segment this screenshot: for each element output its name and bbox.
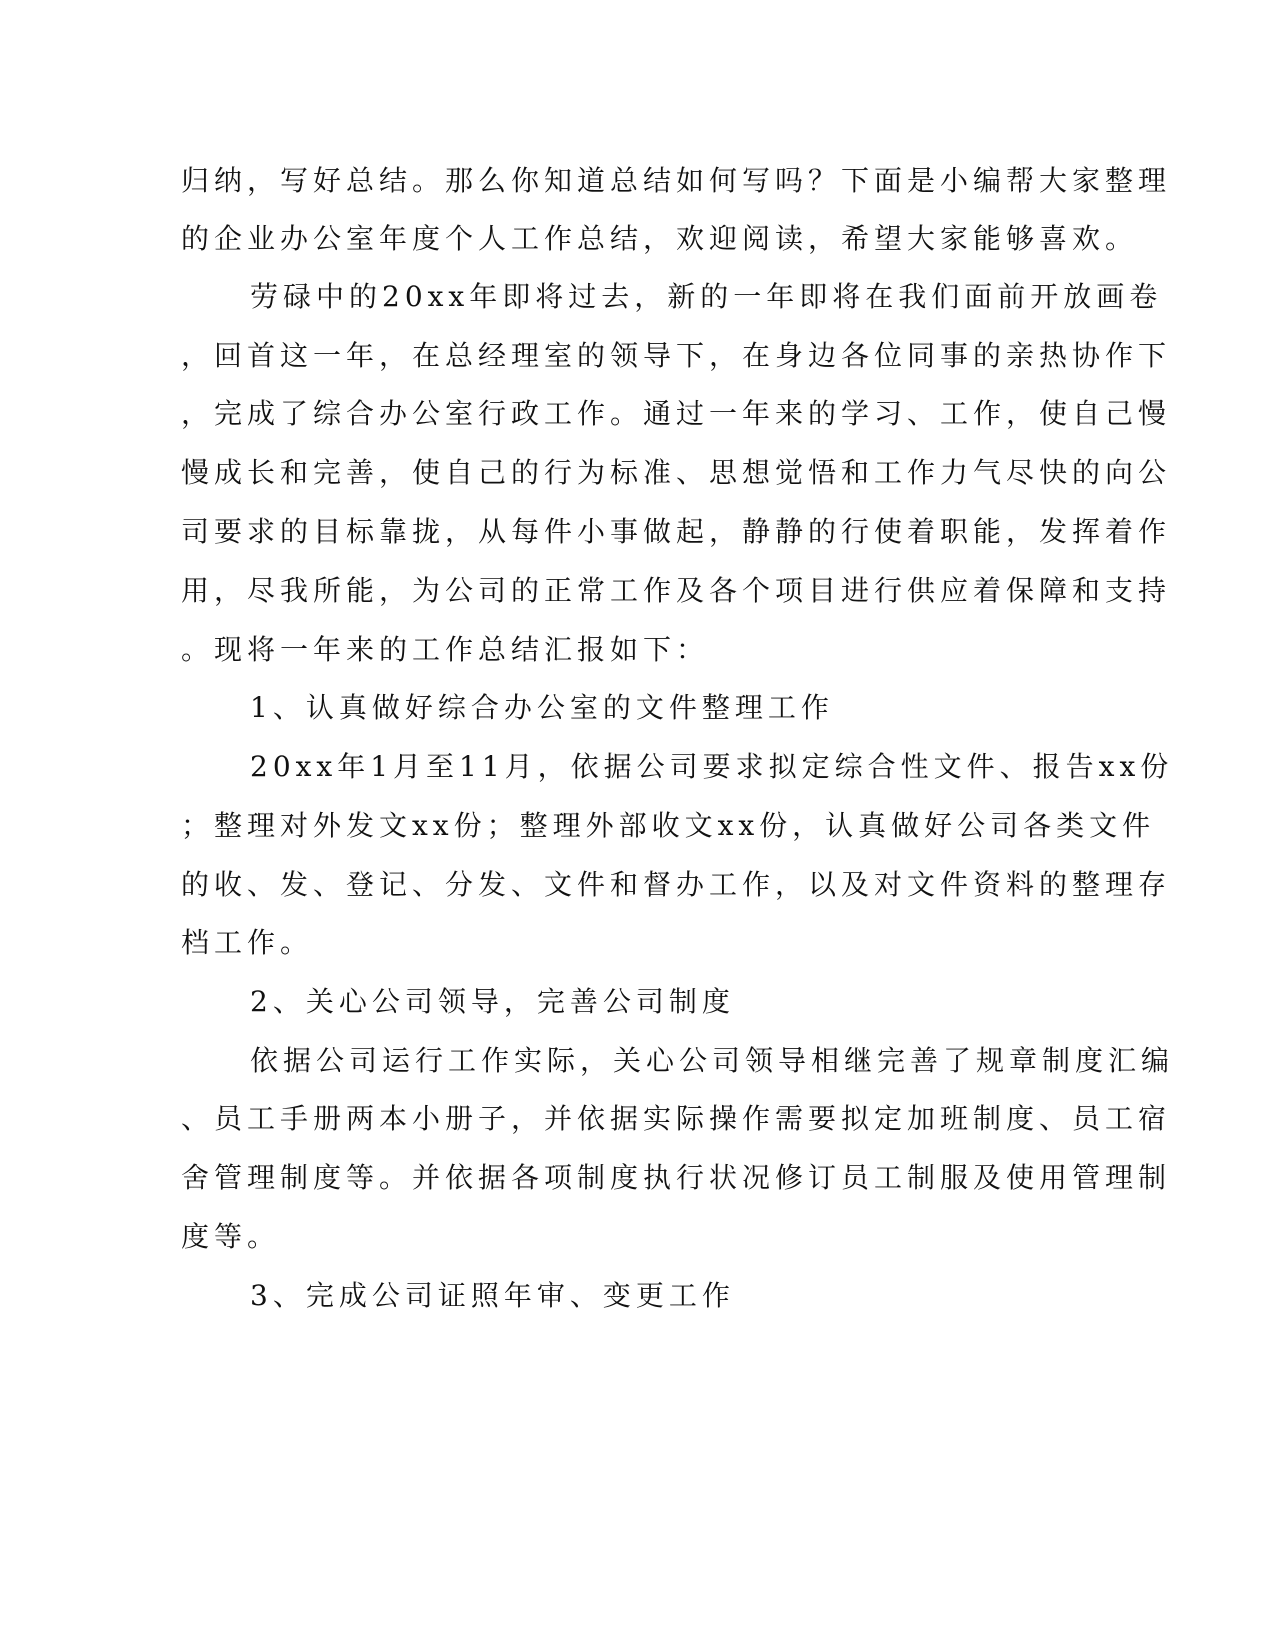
section2-line-4: 度等。	[181, 1220, 281, 1253]
opening-line-5: 司要求的目标靠拢，从每件小事做起，静静的行使着职能，发挥着作	[181, 515, 1172, 548]
opening-line-2: ，回首这一年，在总经理室的领导下，在身边各位同事的亲热协作下	[181, 339, 1172, 372]
section2-heading: 2、关心公司领导，完善公司制度	[250, 985, 735, 1018]
opening-line-3: ，完成了综合办公室行政工作。通过一年来的学习、工作，使自己慢	[181, 397, 1172, 430]
section1-heading: 1、认真做好综合办公室的文件整理工作	[250, 691, 834, 724]
section1-line-2: ；整理对外发文xx份；整理外部收文xx份，认真做好公司各类文件	[181, 809, 1156, 842]
opening-line-4: 慢成长和完善，使自己的行为标准、思想觉悟和工作力气尽快的向公	[181, 456, 1172, 489]
section2-line-1: 依据公司运行工作实际，关心公司领导相继完善了规章制度汇编	[250, 1044, 1175, 1077]
intro-line-1: 归纳，写好总结。那么你知道总结如何写吗？下面是小编帮大家整理	[181, 164, 1172, 197]
section1-line-1: 20xx年1月至11月，依据公司要求拟定综合性文件、报告xx份	[250, 750, 1174, 783]
section3-heading: 3、完成公司证照年审、变更工作	[250, 1279, 735, 1312]
section2-line-2: 、员工手册两本小册子，并依据实际操作需要拟定加班制度、员工宿	[181, 1102, 1172, 1135]
section1-line-3: 的收、发、登记、分发、文件和督办工作，以及对文件资料的整理存	[181, 868, 1172, 901]
intro-line-2: 的企业办公室年度个人工作总结，欢迎阅读，希望大家能够喜欢。	[181, 222, 1139, 255]
section1-line-4: 档工作。	[181, 926, 314, 959]
section2-line-3: 舍管理制度等。并依据各项制度执行状况修订员工制服及使用管理制	[181, 1161, 1172, 1194]
opening-line-7: 。现将一年来的工作总结汇报如下：	[181, 633, 710, 666]
opening-line-6: 用，尽我所能，为公司的正常工作及各个项目进行供应着保障和支持	[181, 574, 1172, 607]
opening-line-1: 劳碌中的20xx年即将过去，新的一年即将在我们面前开放画卷	[250, 280, 1163, 313]
